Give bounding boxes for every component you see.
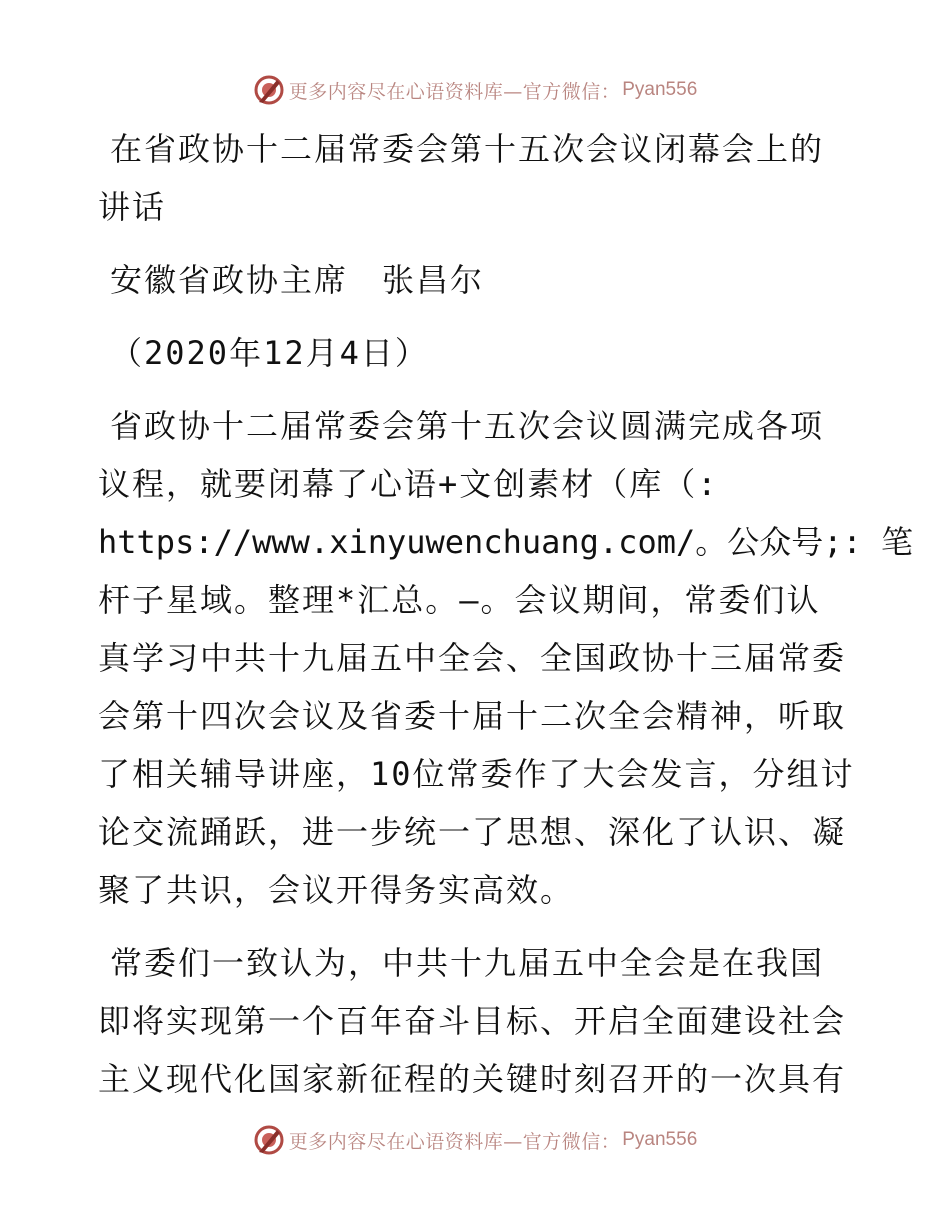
- paragraph-line: 主义现代化国家新征程的关键时刻召开的一次具有: [98, 1060, 847, 1098]
- watermark-wechat-id: Pyan556: [622, 79, 698, 100]
- document-body: [98, 120, 914, 1108]
- paragraph-line: 杆子星域。整理*汇总。—。会议期间，常委们认: [98, 581, 821, 619]
- watermark-text: 更多内容尽在心语资料库—官方微信：: [288, 1130, 621, 1153]
- paragraph-line: 议程，就要闭幕了心语+文创素材（库（:: [98, 465, 719, 503]
- document-title-line: 在省政协十二届常委会第十五次会议闭幕会上的: [110, 130, 825, 168]
- document-title-line: 讲话: [98, 188, 167, 226]
- paragraph-line: 了相关辅导讲座，10位常委作了大会发言，分组讨: [98, 755, 855, 793]
- quill-seal-icon: [253, 74, 285, 106]
- paragraph-line: 即将实现第一个百年奋斗目标、开启全面建设社会: [98, 1002, 847, 1040]
- paragraph-2: [98, 934, 853, 1108]
- document-author: 安徽省政协主席 张昌尔: [110, 261, 485, 299]
- paragraph-line: 省政协十二届常委会第十五次会议圆满完成各项: [110, 407, 825, 445]
- paragraph-line: https://www.xinyuwenchuang.com/。公众号;: 笔: [98, 523, 914, 561]
- watermark-wechat-id: Pyan556: [622, 1129, 698, 1150]
- paragraph-line: 聚了共识，会议开得务实高效。: [98, 871, 575, 909]
- paragraph-line: 论交流踊跃，进一步统一了思想、深化了认识、凝: [98, 813, 847, 851]
- quill-seal-icon: [253, 1124, 285, 1156]
- header-watermark: [0, 70, 950, 110]
- footer-watermark: [0, 1120, 950, 1160]
- paragraph-line: 常委们一致认为，中共十九届五中全会是在我国: [110, 944, 825, 982]
- paragraph-line: 会第十四次会议及省委十届十二次全会精神，听取: [98, 697, 847, 735]
- document-date: （2020年12月4日）: [110, 334, 429, 372]
- paragraph-1: [98, 397, 914, 919]
- watermark-text: 更多内容尽在心语资料库—官方微信：: [288, 80, 621, 103]
- paragraph-line: 真学习中共十九届五中全会、全国政协十三届常委: [98, 639, 847, 677]
